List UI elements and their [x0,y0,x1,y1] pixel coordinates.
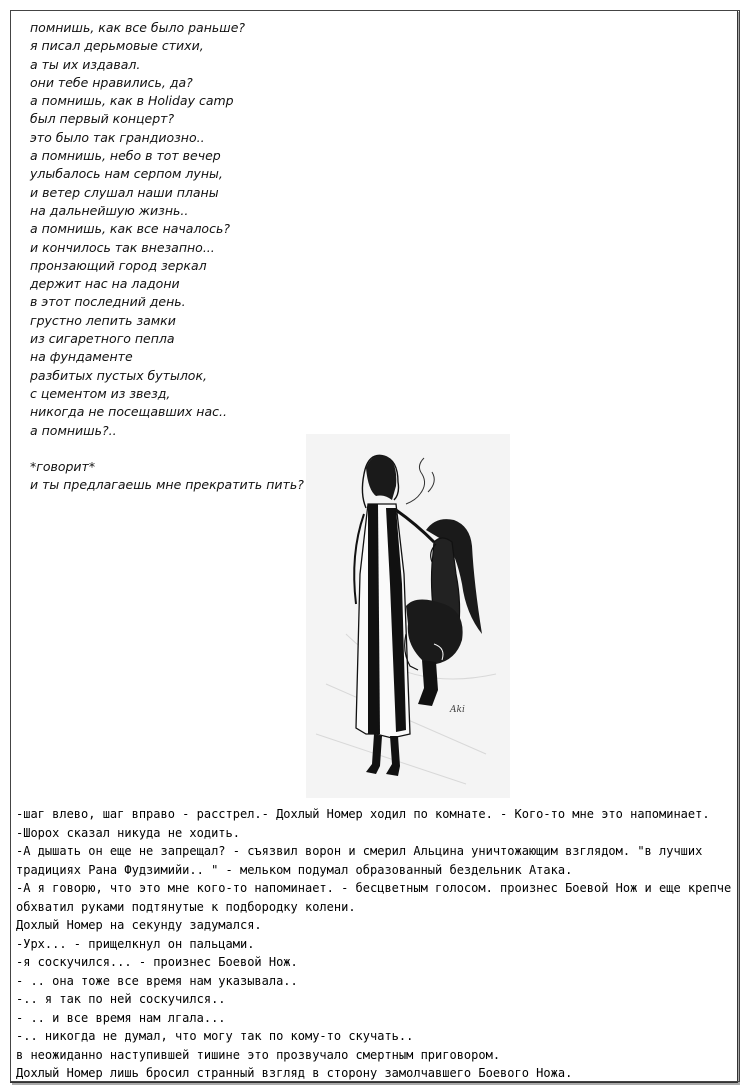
poem-line: на фундаменте [30,349,133,365]
poem-line: и ветер слушал наши планы [30,184,219,200]
prose-line: Дохлый Номер на секунду задумался. [16,918,262,932]
poem-line: грустно лепить замки [30,312,176,328]
poem-line: а помнишь, как все началось? [30,221,230,237]
prose-line: - .. и все время нам лгала... [16,1010,226,1025]
poem-line: я писал дерьмовые стихи, [30,38,204,54]
poem-line: держит нас на ладони [30,276,180,292]
poem-line: никогда не посещавших нас.. [30,404,227,420]
prose-line: -шаг влево, шаг вправо - расстрел.- Дохлый Номер ходил по комнате. - Кого-то мне это напоминает. [16,807,710,821]
poem-line: был первый концерт? [30,111,175,127]
aside-line: *говорит* [30,459,96,475]
poem-line: а помнишь?.. [30,422,117,438]
aside-line: и ты предлагаешь мне прекратить пить? [30,477,304,493]
poem-line: разбитых пустых бутылок, [30,367,207,383]
prose-line: -А я говорю, что это мне кого-то напоминает. - бесцветным голосом. произнес Боевой Нож и еще крепче [16,881,732,895]
prose-line: -Урх... - прищелкнул он пальцами. [16,936,255,951]
svg-text:Aki: Aki [450,705,465,715]
prose-line: -я соскучился... - произнес Боевой Нож. [16,955,298,969]
prose-line: -Шорох сказал никуда не ходить. [16,825,240,840]
poem-line: в этот последний день. [30,294,186,310]
prose-line: обхватил руками подтянутые к подбородку колени. [16,899,356,914]
prose-line: -.. я так по ней соскучился.. [16,992,226,1006]
prose-block [16,805,742,1083]
poem-line: на дальнейшую жизнь.. [30,202,189,218]
prose-line: -А дышать он еще не запрещал? - съязвил ворон и смерил Альцина уничтожающим взглядом. "в лучших [16,844,703,858]
poem-line: они тебе нравились, да? [30,74,193,90]
poem-line: с цементом из звезд, [30,385,171,401]
illustration [306,434,510,798]
prose-line: - .. она тоже все время нам указывала.. [16,973,298,988]
poem-line: из сигаретного пепла [30,331,175,347]
poem-block [30,19,450,495]
poem-line: а помнишь, как в Holiday camp [30,93,234,109]
prose-line: -.. никогда не думал, что могу так по кому-то скучать.. [16,1029,414,1043]
prose-line: традициях Рана Фудзимийи.. " - мельком подумал образованный бездельник Атака. [16,862,573,877]
poem-line: а помнишь, небо в тот вечер [30,148,221,164]
prose-line: Дохлый Номер лишь бросил странный взгляд в сторону замолчавшего Боевого Ножа. [16,1066,573,1080]
poem-line: а ты их издавал. [30,56,141,72]
poem-line: помнишь, как все было раньше? [30,20,246,35]
poem-line: улыбалось нам серпом луны, [30,166,223,182]
poem-line: и кончилось так внезапно... [30,239,215,255]
poem-line: пронзающий город зеркал [30,257,207,273]
manga-sketch-image [306,434,510,798]
prose-line: в неожиданно наступившей тишине это прозвучало смертным приговором. [16,1047,501,1062]
poem-line: это было так грандиозно.. [30,129,205,145]
